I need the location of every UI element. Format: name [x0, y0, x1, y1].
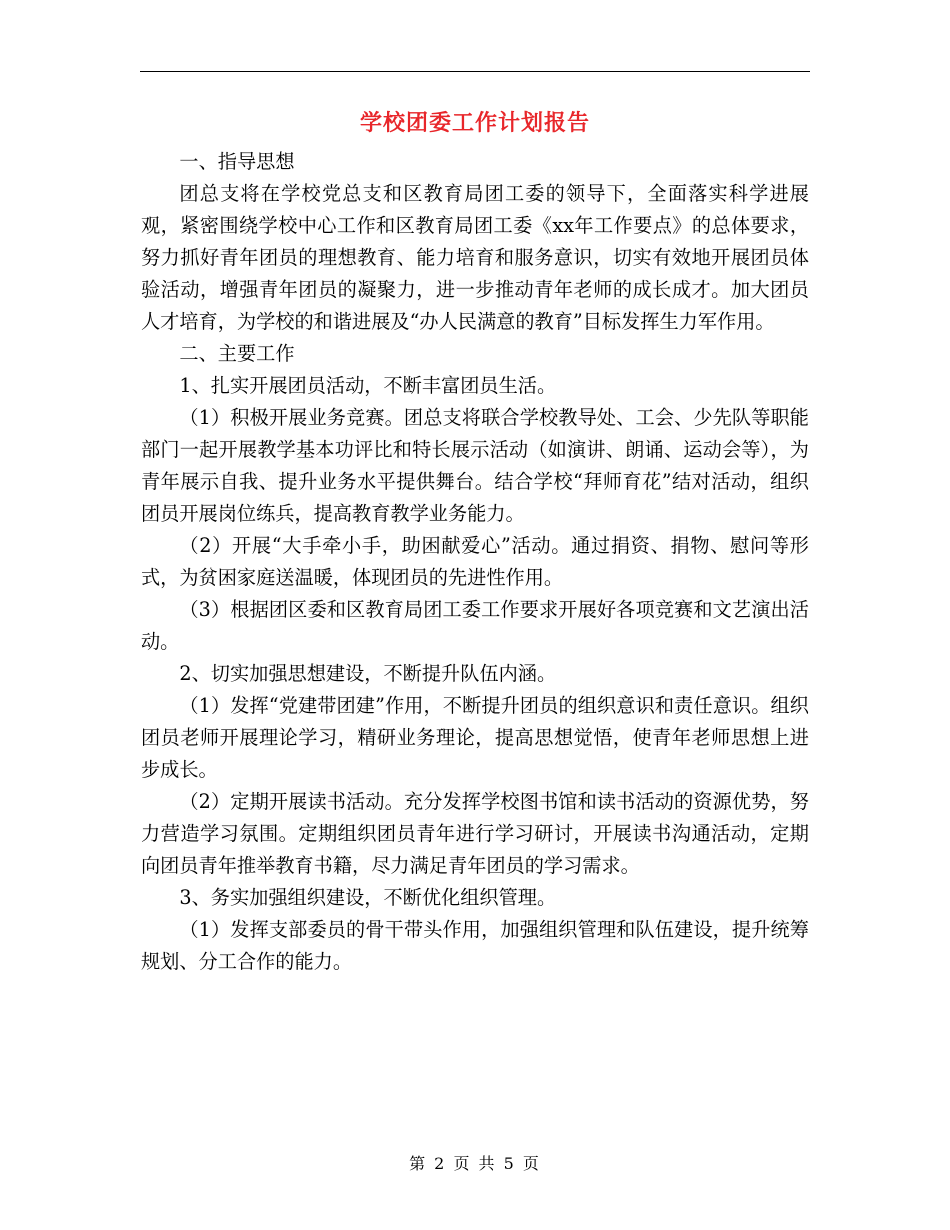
- document-body: [141, 146, 809, 978]
- document-title: 学校团委工作计划报告: [359, 111, 590, 136]
- subheading-organization-building: 3、务实加强组织建设，不断优化组织管理。: [179, 886, 557, 909]
- paragraph-committee-role: （1）发挥支部委员的骨干带头作用，加强组织管理和队伍建设，提升统筹规划、分工合作的能力。: [141, 918, 809, 973]
- subheading-ideological-building: 2、切实加强思想建设，不断提升队伍内涵。: [179, 662, 557, 685]
- section-heading-main-work: 二、主要工作: [179, 342, 295, 365]
- page-footer: 第 2 页 共 5 页: [409, 1154, 541, 1173]
- section-heading-guiding-ideology: 一、指导思想: [179, 150, 295, 173]
- paragraph-charity-activity: （2）开展“大手牵小手，助困献爱心”活动。通过捐资、捐物、慰问等形式，为贫困家庭送温暖，体现团员的先进性作用。: [141, 534, 809, 589]
- paragraph-contests-performances: （3）根据团区委和区教育局团工委工作要求开展好各项竞赛和文艺演出活动。: [141, 598, 809, 653]
- header-rule: [140, 71, 810, 72]
- subheading-member-activities: 1、扎实开展团员活动，不断丰富团员生活。: [179, 374, 557, 397]
- paragraph-reading-activity: （2）定期开展读书活动。充分发挥学校图书馆和读书活动的资源优势，努力营造学习氛围。定期组织团员青年进行学习研讨，开展读书沟通活动，定期向团员青年推举教育书籍，尽力满足青年团员的学习需求。: [141, 790, 809, 877]
- paragraph-guiding-ideology: 团总支将在学校党总支和区教育局团工委的领导下，全面落实科学进展观，紧密围绕学校中心工作和区教育局团工委《xx年工作要点》的总体要求，努力抓好青年团员的理想教育、能力培育和服务意识，切实有效地开展团员体验活动，增强青年团员的凝聚力，进一步推动青年老师的成长成才。加大团员人才培育，为学校的和谐进展及“办人民满意的教育”目标发挥生力军作用。: [141, 182, 809, 333]
- paragraph-party-building: （1）发挥“党建带团建”作用，不断提升团员的组织意识和责任意识。组织团员老师开展理论学习，精研业务理论，提高思想觉悟，使青年老师思想上进步成长。: [141, 694, 809, 781]
- paragraph-business-competition: （1）积极开展业务竞赛。团总支将联合学校教导处、工会、少先队等职能部门一起开展教学基本功评比和特长展示活动（如演讲、朗诵、运动会等），为青年展示自我、提升业务水平提供舞台。结合学校“拜师育花”结对活动，组织团员开展岗位练兵，提高教育教学业务能力。: [141, 406, 809, 525]
